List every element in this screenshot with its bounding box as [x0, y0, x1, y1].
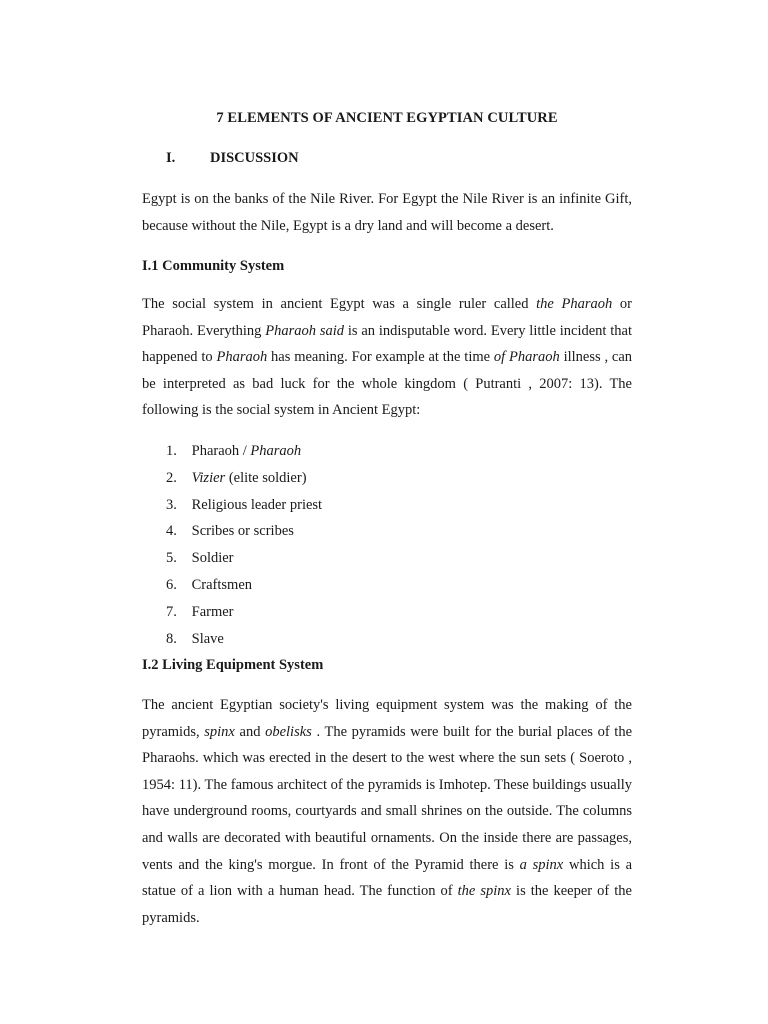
- text-run: has meaning. For example at the time: [267, 349, 494, 366]
- section-label: DISCUSSION: [210, 150, 299, 166]
- list-after: (elite soldier): [225, 469, 307, 486]
- list-item: [166, 520, 322, 547]
- list-number: 2.: [166, 469, 177, 486]
- list-item: [166, 547, 322, 574]
- living-equipment-paragraph: [142, 692, 632, 931]
- community-system-heading: I.1 Community System: [142, 258, 285, 274]
- list-number: 7.: [166, 603, 177, 620]
- text-run: The ancient Egyptian society's living equipment system was the making of the pyramids,: [142, 697, 632, 740]
- social-system-list: [166, 440, 322, 654]
- document-title: 7 ELEMENTS OF ANCIENT EGYPTIAN CULTURE: [216, 110, 558, 126]
- living-equipment-heading: I.2 Living Equipment System: [142, 657, 324, 673]
- list-text: Soldier: [191, 550, 234, 567]
- text-run: or Pharaoh. Everything: [142, 296, 633, 339]
- list-item: [166, 494, 322, 521]
- list-text: Slave: [191, 630, 224, 647]
- italic-run: the Pharaoh: [536, 296, 613, 312]
- text-run: is an indisputable word. Every little incident that happened to: [142, 322, 633, 366]
- text-run: which is a statue of a lion with a human head. The function of: [142, 856, 633, 900]
- list-text: Religious leader priest: [191, 496, 323, 513]
- italic-run: of Pharaoh: [493, 349, 560, 366]
- list-italic: Pharaoh: [250, 443, 302, 459]
- italic-run: the spinx: [457, 883, 511, 900]
- list-italic: Vizier: [191, 469, 226, 486]
- text-run: illness , can be interpreted as bad luck for the whole kingdom ( Putranti , 2007: 13). The following is the social system in Ancient Egypt:: [142, 349, 633, 419]
- list-item: [166, 467, 322, 494]
- italic-run: a spinx: [519, 856, 564, 873]
- list-text: Farmer: [191, 603, 234, 620]
- list-text: Scribes or scribes: [191, 523, 294, 540]
- list-item: [166, 574, 322, 601]
- italic-run: Pharaoh said: [265, 322, 345, 339]
- list-number: 5.: [166, 550, 177, 567]
- text-run: . The pyramids were built for the burial places of the Pharaohs. which was erected in the desert to the west where the sun sets ( Soeroto , 1954: 11). The famous architect of the pyramids is Imhotep. These buildings usually have underground rooms, courtyards and small shrines on the outside. The columns and walls are decorated with beautiful ornaments. On the inside there are passages, vents and the king's morgue. In front of the Pyramid there is: [142, 723, 633, 873]
- list-text: Craftsmen: [191, 576, 253, 593]
- list-number: 4.: [166, 523, 177, 540]
- section-heading: [166, 148, 299, 168]
- list-text: Pharaoh /: [191, 443, 251, 459]
- list-number: 8.: [166, 630, 177, 647]
- text-run: The social system in ancient Egypt was a single ruler called: [142, 296, 537, 312]
- section-number: I.: [166, 150, 176, 166]
- text-run: is the keeper of the pyramids.: [142, 883, 632, 926]
- list-number: 1.: [166, 443, 177, 459]
- intro-paragraph: Egypt is on the banks of the Nile River. For Egypt the Nile River is an infinite Gift, because without the Nile, Egypt is a dry land and will become a desert.: [142, 191, 632, 234]
- list-number: 3.: [166, 496, 177, 513]
- list-item: [166, 601, 322, 628]
- italic-run: spinx: [204, 723, 235, 740]
- list-number: 6.: [166, 576, 177, 593]
- italic-run: obelisks: [265, 723, 312, 740]
- text-run: and: [234, 723, 266, 740]
- list-item: [166, 440, 322, 467]
- italic-run: Pharaoh: [216, 349, 268, 366]
- list-item: [166, 628, 322, 655]
- community-paragraph: [142, 291, 632, 424]
